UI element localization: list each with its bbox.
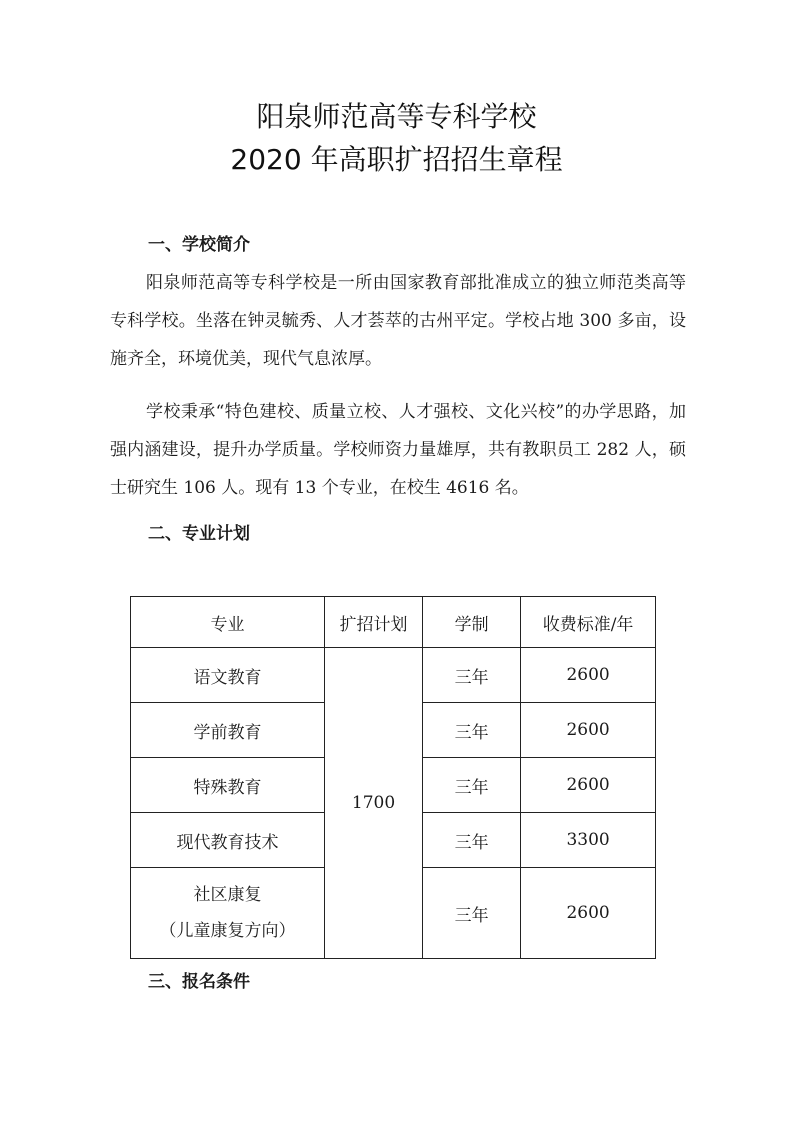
section-heading-plan: 二、专业计划 — [148, 524, 250, 544]
intro-paragraph-1: 阳泉师范高等专科学校是一所由国家教育部批准成立的独立师范类高等专科学校。坐落在钟灵毓秀、人才荟萃的古州平定。学校占地 300 多亩，设施齐全，环境优美，现代气息浓厚。 — [110, 273, 686, 369]
table-cell-fee: 2600 — [521, 868, 656, 959]
table-cell-years: 三年 — [423, 813, 521, 868]
table-cell-total-plan: 1700 — [324, 648, 422, 959]
table-cell-major: 现代教育技术 — [131, 813, 325, 868]
document-title-charter: 2020 年高职扩招招生章程 — [230, 143, 563, 176]
table-cell-fee: 2600 — [521, 648, 656, 703]
document-title-school: 阳泉师范高等专科学校 — [256, 100, 537, 133]
table-header-row — [131, 597, 656, 648]
table-header-major: 专业 — [131, 597, 325, 648]
table-cell-fee: 2600 — [521, 703, 656, 758]
table-header-fee: 收费标准/年 — [521, 597, 656, 648]
table-cell-major — [131, 868, 325, 959]
table-cell-years: 三年 — [423, 758, 521, 813]
table-row — [131, 648, 656, 703]
major-plan-table — [130, 596, 656, 959]
table-cell-years: 三年 — [423, 648, 521, 703]
table-header-plan: 扩招计划 — [324, 597, 422, 648]
table-header-years: 学制 — [423, 597, 521, 648]
section-heading-intro: 一、学校简介 — [148, 235, 250, 255]
section-heading-conditions: 三、报名条件 — [148, 972, 250, 992]
intro-paragraph-2: 学校秉承“特色建校、质量立校、人才强校、文化兴校”的办学思路，加强内涵建设，提升办学质量。学校师资力量雄厚，共有教职员工 282 人，硕士研究生 106 人。现有 13 个专业，在校生 4616 名。 — [110, 402, 686, 498]
table-cell-years: 三年 — [423, 868, 521, 959]
table-cell-major: 语文教育 — [131, 648, 325, 703]
table-cell-fee: 2600 — [521, 758, 656, 813]
table-cell-major: 学前教育 — [131, 703, 325, 758]
table-cell-major: 特殊教育 — [131, 758, 325, 813]
table-cell-major-name: 社区康复 — [193, 885, 262, 905]
table-cell-years: 三年 — [423, 703, 521, 758]
table-cell-major-direction: （儿童康复方向） — [159, 921, 296, 941]
table-cell-fee: 3300 — [521, 813, 656, 868]
